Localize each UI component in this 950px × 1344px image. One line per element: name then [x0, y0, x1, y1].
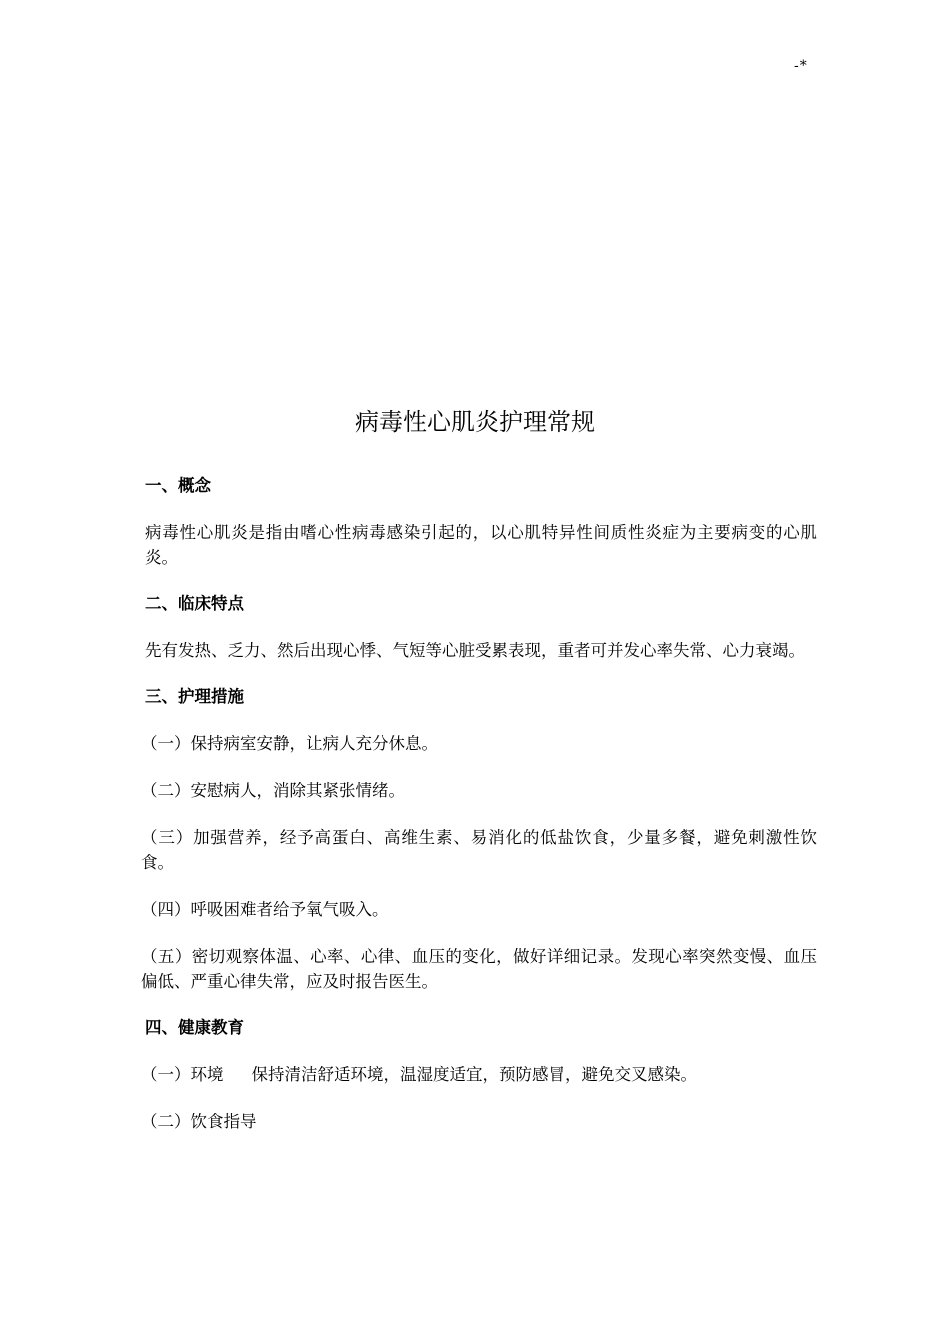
document-title: 病毒性心肌炎护理常规: [355, 408, 595, 436]
section-heading-health-education: 四、健康教育: [145, 1018, 244, 1037]
health-education-item: [141, 1062, 817, 1087]
nursing-measure-item: （五）密切观察体温、心率、心律、血压的变化，做好详细记录。发现心率突然变慢、血压偏低、严重心律失常，应及时报告医生。: [141, 947, 817, 991]
health-education-item-label: （一）环境: [141, 1065, 224, 1084]
page-mark: -*: [794, 58, 808, 74]
nursing-measure-item: （二）安慰病人，消除其紧张情绪。: [141, 781, 405, 800]
section-paragraph-concept: 病毒性心肌炎是指由嗜心性病毒感染引起的，以心肌特异性间质性炎症为主要病变的心肌炎。: [145, 523, 817, 567]
health-education-item-label: （二）饮食指导: [141, 1112, 257, 1131]
section-heading-concept: 一、概念: [145, 476, 211, 495]
health-education-item: [141, 1109, 817, 1134]
nursing-measure-item: （三）加强营养，经予高蛋白、高维生素、易消化的低盐饮食，少量多餐，避免刺激性饮食。: [141, 828, 817, 872]
document-body: [141, 474, 817, 1156]
section-heading-nursing-measures: 三、护理措施: [145, 687, 244, 706]
section-heading-clinical-features: 二、临床特点: [145, 594, 244, 613]
nursing-measure-item: （一）保持病室安静，让病人充分休息。: [141, 734, 438, 753]
health-education-item-text: 保持清洁舒适环境，温湿度适宜，预防感冒，避免交叉感染。: [251, 1065, 697, 1084]
section-paragraph-clinical-features: 先有发热、乏力、然后出现心悸、气短等心脏受累表现，重者可并发心率失常、心力衰竭。: [145, 641, 805, 660]
nursing-measure-item: （四）呼吸困难者给予氧气吸入。: [141, 900, 389, 919]
